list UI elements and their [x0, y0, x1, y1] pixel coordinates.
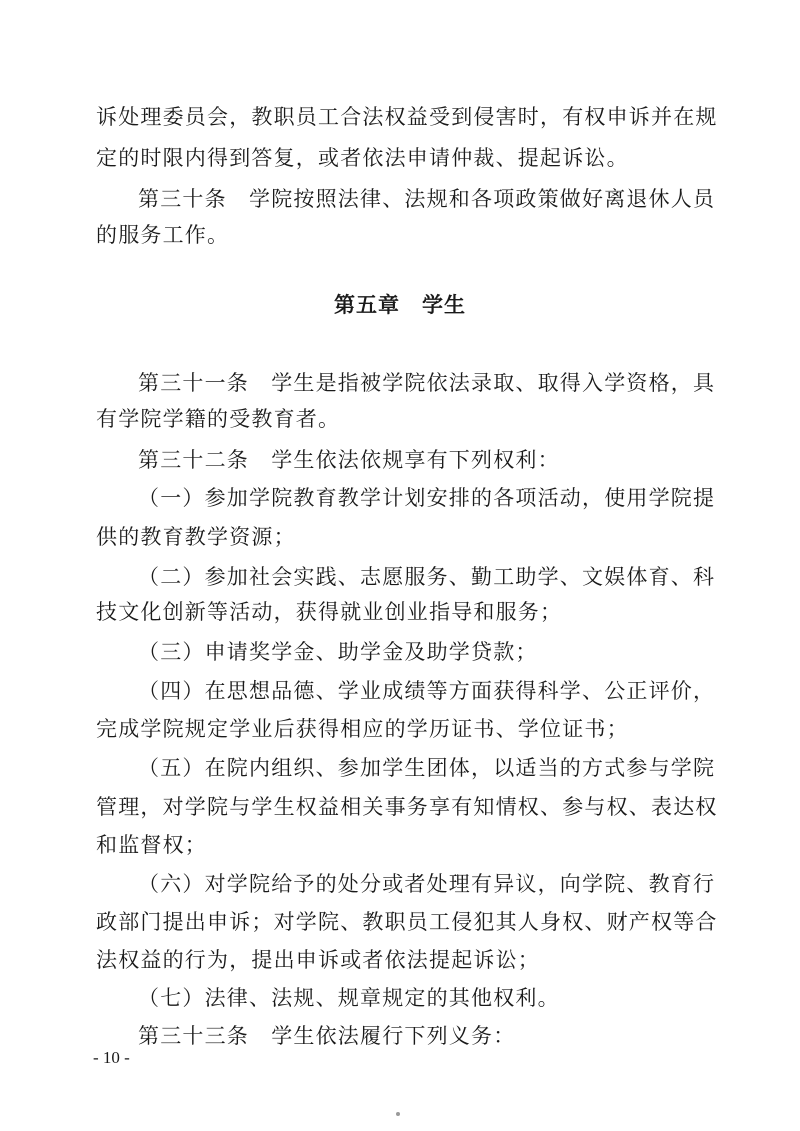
list-item-7-line: （七）法律、法规、规章规定的其他权利。 [138, 986, 560, 1010]
list-item-4-line: （四）在思想品德、学业成绩等方面获得科学、公正评价， [138, 679, 716, 703]
list-item-6-line: （六）对学院给予的处分或者处理有异议，向学院、教育行 [138, 872, 716, 896]
text-line: 定的时限内得到答复，或者依法申请仲裁、提起诉讼。 [96, 146, 629, 170]
chapter-title: 第五章 学生 [334, 293, 466, 317]
list-item-3-line: （三）申请奖学金、助学金及助学贷款； [138, 640, 538, 664]
article-32-heading-line: 第三十二条 学生依法依规享有下列权利： [138, 448, 560, 472]
text-line: 诉处理委员会，教职员工合法权益受到侵害时，有权申诉并在规 [96, 105, 718, 129]
list-item-1-line: （一）参加学院教育教学计划安排的各项活动，使用学院提 [138, 486, 716, 510]
text-line: 和监督权； [96, 833, 207, 857]
text-line: 供的教育教学资源； [96, 525, 296, 549]
article-31-heading-line: 第三十一条 学生是指被学院依法录取、取得入学资格，具 [138, 371, 716, 395]
scan-dot [396, 1112, 400, 1116]
text-line: 的服务工作。 [96, 223, 230, 247]
list-item-2-line: （二）参加社会实践、志愿服务、勤工助学、文娱体育、科 [138, 565, 716, 589]
article-33-heading-line: 第三十三条 学生依法履行下列义务： [138, 1024, 516, 1048]
article-30-heading-line: 第三十条 学院按照法律、法规和各项政策做好离退休人员 [138, 187, 716, 211]
text-line: 法权益的行为，提出申诉或者依法提起诉讼； [96, 948, 540, 972]
text-line: 有学院学籍的受教育者。 [96, 407, 341, 431]
text-line: 管理，对学院与学生权益相关事务享有知情权、参与权、表达权 [96, 795, 718, 819]
list-item-5-line: （五）在院内组织、参加学生团体，以适当的方式参与学院 [138, 756, 716, 780]
text-line: 政部门提出申诉；对学院、教职员工侵犯其人身权、财产权等合 [96, 910, 718, 934]
text-line: 技文化创新等活动，获得就业创业指导和服务； [96, 600, 563, 624]
text-line: 完成学院规定学业后获得相应的学历证书、学位证书； [96, 717, 629, 741]
page-number: - 10 - [93, 1048, 130, 1067]
